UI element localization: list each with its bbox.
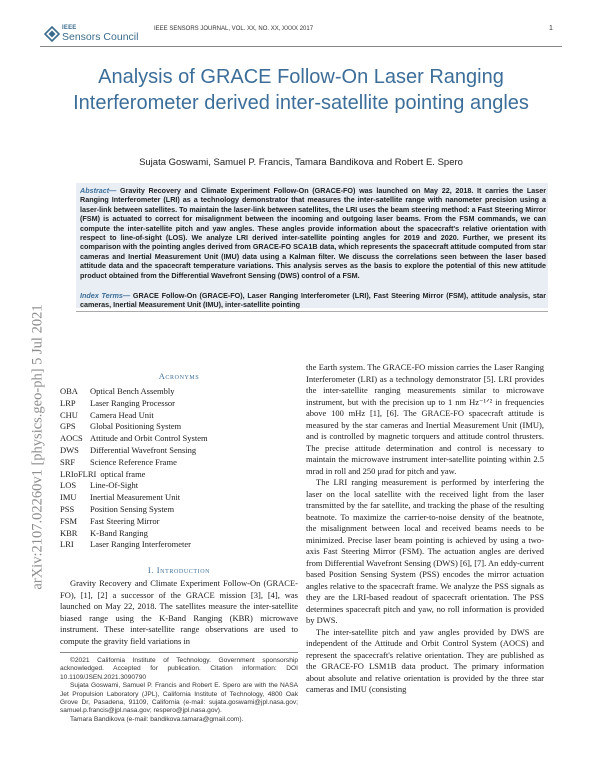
acronym-def: optical frame — [100, 468, 146, 479]
acronym-row — [60, 386, 298, 398]
acronym-def: Science Reference Frame — [90, 456, 177, 467]
affiliation-note: Sujata Goswami, Samuel P. Francis and Robert E. Spero are with the NASA Jet Propulsion Laboratory (JPL), California Institute of Technology, 4800 Oak Grove Dr, Pasadena, 91109, California (e-mail: sujata.goswami@jpl.nasa.gov; samuel.p.francis@jpl.nasa.gov; respero@jpl.nasa.gov). — [60, 682, 298, 715]
right-column-text — [306, 362, 544, 696]
index-terms — [80, 291, 546, 310]
acronym-row — [60, 528, 298, 540]
abstract-label: Abstract— — [80, 186, 117, 195]
abstract-divider — [76, 311, 548, 312]
acronym-row — [60, 539, 298, 551]
author-list: Sujata Goswami, Samuel P. Francis, Tamara Bandikova and Robert E. Spero — [139, 157, 463, 168]
second-author-note: Tamara Bandikova (e-mail: bandikova.tamara@gmail.com). — [70, 715, 244, 723]
header-divider — [40, 46, 562, 47]
abstract — [80, 186, 546, 280]
footnote — [60, 657, 298, 724]
acronym-def: Laser Ranging Interferometer — [90, 539, 192, 550]
acronym-def: Global Positioning System — [90, 421, 182, 432]
acronym-def: K-Band Ranging — [90, 527, 148, 538]
copyright-note: ©2021 California Institute of Technology. Government sponsorship acknowledged. Accepted for publication. Citation information: DOI 10.1109/JSEN.2021.3090790 — [60, 657, 298, 681]
introduction-heading: I. Introduction — [147, 565, 211, 575]
journal-header: IEEE SENSORS JOURNAL, VOL. XX, NO. XX, XXXX 2017 — [154, 26, 314, 32]
acronym-abbr: DWS — [60, 444, 79, 455]
acronym-abbr: OBA — [60, 386, 78, 396]
acronym-abbr: SRF — [60, 456, 76, 467]
acronym-list — [60, 386, 298, 551]
acronym-abbr: FSM — [60, 515, 78, 526]
acronym-def: Optical Bench Assembly — [90, 386, 175, 396]
index-terms-label: Index Terms— — [80, 291, 131, 300]
acronym-def: Attitude and Orbit Control System — [90, 433, 208, 444]
body-paragraph: The inter-satellite pitch and yaw angles provided by DWS are independent of the Attitude and Orbit Control System (AOCS) and represent the spacecraft's relative orientation. They are published as the GRACE-FO LSM1B data product. The primary information about absolute and relative orientation is provided by the three star cameras and IMU (consisting — [306, 626, 544, 694]
acronym-abbr: LRI — [60, 539, 74, 550]
acronym-row — [60, 433, 298, 445]
acronym-row — [60, 480, 298, 492]
acronym-def: Laser Ranging Processor — [90, 397, 175, 408]
footnote-divider — [60, 652, 298, 653]
acronym-row — [60, 504, 298, 516]
acronym-abbr: LOS — [60, 480, 77, 491]
paper-title: Analysis of GRACE Follow-On Laser Ranging Interferometer derived inter-satellite pointing angles — [73, 66, 529, 114]
acronym-row — [60, 492, 298, 504]
acronym-row — [60, 398, 298, 410]
index-terms-text: GRACE Follow-On (GRACE-FO), Laser Ranging Interferometer (LRI), Fast Steering Mirror (FSM), attitude analysis, star cameras, Inertial Measurement Unit (IMU), inter-satellite pointing — [80, 291, 547, 310]
abstract-text: Gravity Recovery and Climate Experiment Follow-On (GRACE-FO) was launched on May 22, 2018. It carries the Laser Ranging Interferometer (LRI) as a technology demonstrator that measures the inter-satellite range with nanometer precision using a laser-link between satellites. To maintain the laser-link between satellites, the LRI uses the beam steering method: a Fast Steering Mirror (FSM) is actuated to correct for misalignment between the incoming and outgoing laser beams. From the FSM commands, we can compute the inter-satellite pitch and yaw angles. These angles provide information about the spacecraft's relative orientation with respect to line-of-sight (LOS). We analyze LRI derived inter-satellite pointing angles for 2019 and 2020. Further, we present its comparison with the pointing angles derived from GRACE-FO SCA1B data, which represents the spacecraft attitude computed from star cameras and Inertial Measurement Unit (IMU) data using a Kalman filter. We discuss the correlations seen between the laser based attitude data and the spacecraft temperature variations. This analysis serves as the basis to explore the potential of this new attitude product obtained from the Differential Wavefront Sensing (DWS) control of a FSM. — [80, 186, 547, 280]
logo-ieee-text: IEEE — [62, 25, 77, 31]
ieee-sensors-council-logo — [44, 24, 144, 46]
acronym-def: Inertial Measurement Unit — [90, 492, 181, 503]
acronym-def: Fast Steering Mirror — [90, 515, 160, 526]
acronym-abbr: LRIoFLRI — [60, 468, 97, 479]
acronym-def: Line-Of-Sight — [90, 480, 139, 491]
acronym-row — [60, 421, 298, 433]
acronym-abbr: AOCS — [60, 433, 83, 444]
acronym-abbr: IMU — [60, 492, 77, 503]
logo-council-text: Sensors Council — [62, 31, 139, 43]
ieee-logo-icon — [44, 26, 60, 42]
acronym-def: Camera Head Unit — [90, 409, 154, 420]
arxiv-stamp — [18, 202, 58, 692]
acronym-row — [60, 457, 298, 469]
arxiv-stamp-text: arXiv:2107.02260v1 [physics.geo-ph] 5 Jul 2021 — [29, 304, 46, 590]
acronym-abbr: KBR — [60, 527, 78, 538]
body-paragraph: The LRI ranging measurement is performed by interfering the laser on the local satellite with the received light from the laser transmitted by the far satellite, and tracking the phase of the resulting beatnote. To maximize the carrier-to-noise density of the beatnote, the misalignment between local and received beams needs to be minimized. Precise laser beam pointing is achieved by using a two-axis Fast Steering Mirror (FSM). The actuation angles are derived from Differential Wavefront Sensing (DWS) [6], [7]. An eddy-current based Position Sensing System (PSS) encodes the mirror actuation angles relative to the spacecraft frame. We analyze the PSS signals as they are the LRI-based readout of spacecraft orientation. The PSS determines spacecraft pitch and yaw, no roll information is provided by DWS. — [306, 477, 544, 625]
acronym-abbr: CHU — [60, 409, 78, 420]
acronym-row — [60, 445, 298, 457]
acronym-row — [60, 469, 298, 481]
acronym-def: Differential Wavefront Sensing — [90, 444, 197, 455]
acronym-row — [60, 516, 298, 528]
acronyms-heading: Acronyms — [158, 371, 200, 381]
acronym-abbr: LRP — [60, 397, 76, 408]
acronym-abbr: PSS — [60, 503, 75, 514]
acronym-def: Position Sensing System — [90, 503, 175, 514]
introduction-paragraph: Gravity Recovery and Climate Experiment Follow-On (GRACE-FO), [1], [2] a successor of the GRACE mission [3], [4], was launched on May 22, 2018. The satellites measure the inter-satellite biased range using the K-Band Ranging (KBR) microwave instrument. These inter-satellite range observations are used to compute the gravity field variations in — [60, 578, 298, 646]
body-paragraph: the Earth system. The GRACE-FO mission carries the Laser Ranging Interferometer (LRI) as a technology demonstrator [5]. LRI provides the inter-satellite ranging measurements similar to microwave instrument, but with the precision up to 1 nm Hz⁻¹ᐟ² in frequencies above 100 mHz [1], [6]. The GRACE-FO spacecraft attitude is measured by the star cameras and Inertial Measurement Unit (IMU), and is controlled by magnetic torquers and attitude control thrusters. The precise attitude determination and control is necessary to maintain the microwave instrument inter-satellite pointing within 2.5 mrad in roll and 250 μrad for pitch and yaw. — [306, 362, 544, 476]
acronym-row — [60, 410, 298, 422]
acronym-abbr: GPS — [60, 421, 76, 432]
page-number: 1 — [549, 25, 553, 32]
